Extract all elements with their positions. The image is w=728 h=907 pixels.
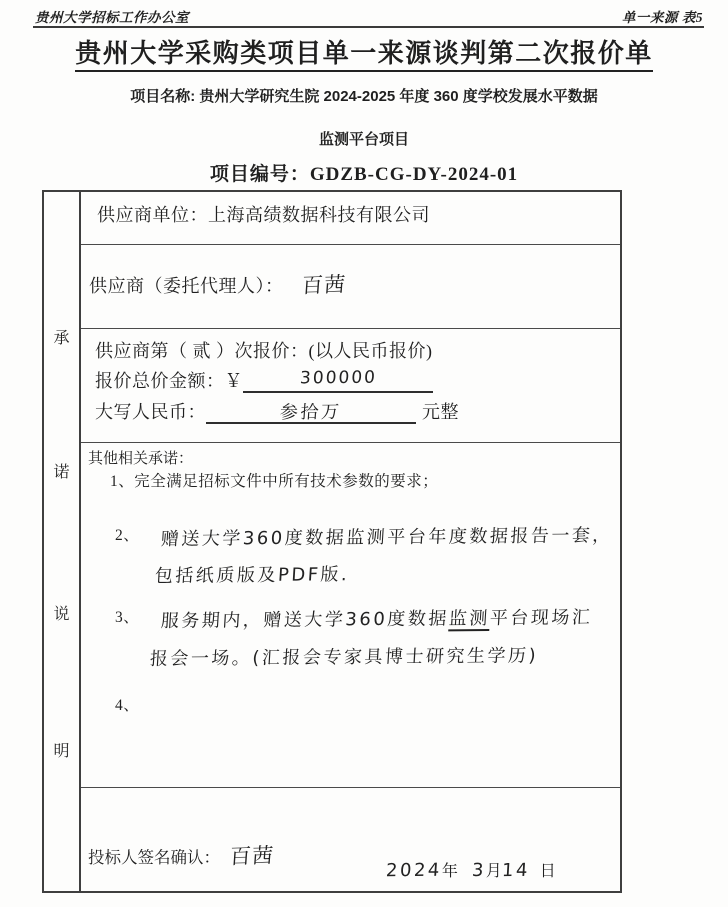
signoff-label: 投标人签名确认： bbox=[88, 848, 220, 867]
quotation-table bbox=[42, 190, 622, 893]
header-rule bbox=[33, 26, 704, 28]
date-day-unit: 日 bbox=[539, 863, 556, 880]
quote-round-line: 供应商第（ 贰 ）次报价：(以人民币报价) bbox=[95, 341, 433, 361]
table-rows bbox=[81, 192, 620, 891]
commitment-item-1: 1、完全满足招标文件中所有技术参数的要求； bbox=[110, 473, 439, 490]
commitment-item-3 bbox=[115, 605, 593, 631]
quote-caps-line bbox=[95, 398, 459, 424]
supplier-unit-text: 供应商单位：上海高绩数据科技有限公司 bbox=[97, 205, 430, 225]
project-code: 项目编号：GDZB-CG-DY-2024-01 bbox=[209, 164, 519, 185]
commitment-item-3-line2: 报会一场。(汇报会专家具博士研究生学历) bbox=[149, 645, 539, 670]
quote-amount-blank bbox=[243, 367, 433, 393]
quote-amount-line bbox=[95, 367, 433, 393]
item3-underlined-word: 监测 bbox=[448, 608, 491, 630]
date-year: 2024 bbox=[385, 859, 443, 882]
commitment-item-4: 4、 bbox=[115, 697, 140, 714]
header-office: 贵州大学招标工作办公室 bbox=[35, 10, 189, 25]
page-title: 贵州大学采购类项目单一来源谈判第二次报价单 bbox=[0, 33, 728, 70]
date-day: 14 bbox=[501, 859, 531, 882]
item3-line1: 服务期内，赠送大学360度数据监测平台现场汇 bbox=[160, 607, 594, 632]
header-form-label: 单一来源 表5 bbox=[621, 10, 703, 25]
side-label-column bbox=[44, 192, 81, 891]
item2-line1: 赠送大学360度数据监测平台年度数据报告一套， bbox=[160, 525, 614, 550]
quote-amount-value: 300000 bbox=[298, 367, 378, 389]
row-signoff bbox=[81, 787, 620, 891]
quote-caps-value: 参拾万 bbox=[279, 401, 343, 424]
side-char-1: 承 bbox=[53, 330, 70, 347]
quote-amount-label: 报价总价金额：￥ bbox=[95, 371, 243, 391]
side-char-4: 明 bbox=[53, 743, 70, 760]
quote-caps-suffix: 元整 bbox=[422, 402, 459, 422]
signoff-signature: 百茜 bbox=[229, 843, 275, 869]
project-name-line1: 项目名称: 贵州大学研究生院 2024-2025 年度 360 度学校发展水平数据 bbox=[130, 88, 598, 105]
quote-caps-blank bbox=[206, 398, 416, 424]
agent-label: 供应商（委托代理人）： bbox=[89, 276, 284, 296]
item2-number: 2、 bbox=[115, 527, 140, 544]
project-name-line2: 监测平台项目 bbox=[318, 131, 409, 148]
agent-signature: 百茜 bbox=[300, 272, 347, 298]
row-commitments bbox=[81, 442, 620, 787]
side-char-3: 说 bbox=[53, 606, 70, 623]
side-char-2: 诺 bbox=[53, 464, 70, 481]
date-month-unit: 月 bbox=[485, 863, 502, 880]
item3-number: 3、 bbox=[115, 609, 140, 626]
quote-caps-label: 大写人民币： bbox=[95, 402, 206, 422]
row-quote bbox=[81, 328, 620, 442]
row-supplier-unit bbox=[81, 192, 620, 244]
row-supplier-agent bbox=[81, 244, 620, 328]
date-month: 3 bbox=[471, 859, 487, 882]
date-year-unit: 年 bbox=[441, 863, 458, 880]
commitments-heading: 其他相关承诺： bbox=[88, 451, 194, 467]
commitment-item-2 bbox=[115, 523, 613, 549]
commitment-item-2-line2: 包括纸质版及PDF版. bbox=[154, 564, 350, 587]
signoff-date bbox=[386, 858, 556, 881]
